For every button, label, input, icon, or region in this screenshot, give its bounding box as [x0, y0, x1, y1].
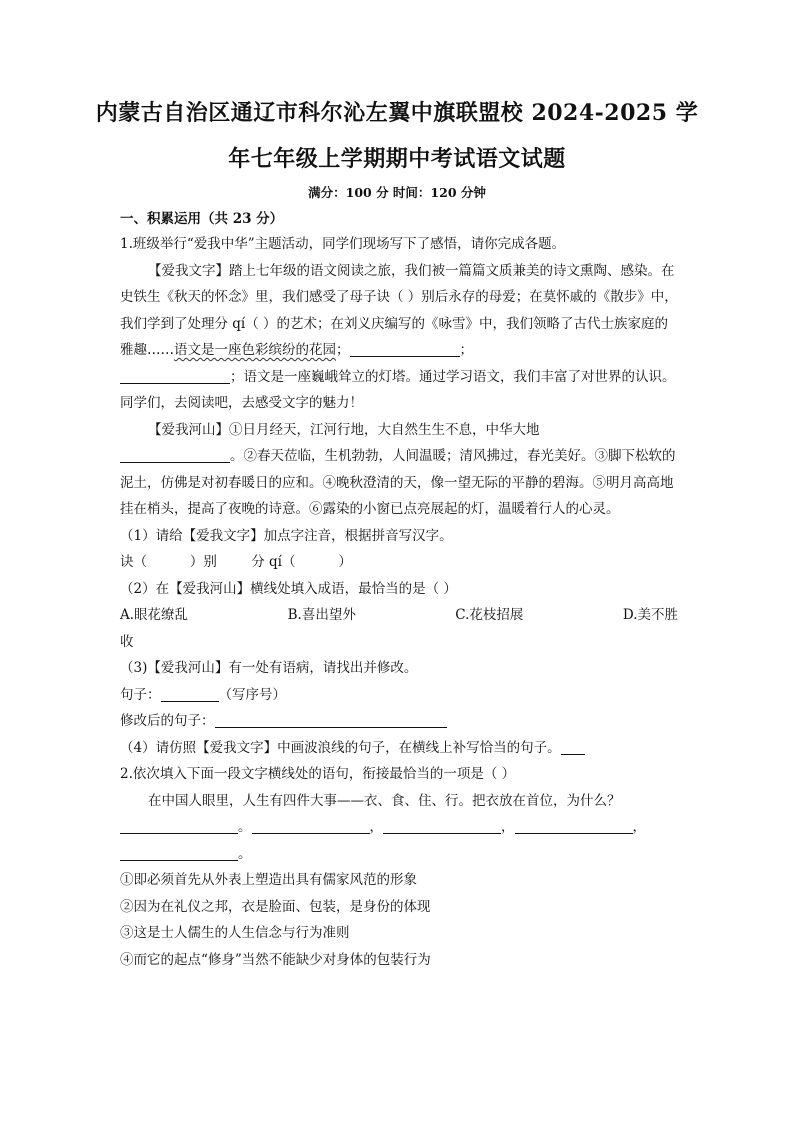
passage-my-words: 【爱我文字】踏上七年级的语文阅读之旅，我们被一篇篇文质兼美的诗文熏陶、感染。在史铁生《秋天的怀念》里，我们感受了母子诀（ ）别后永存的母爱；在莫怀戚的《散步》中，我们学到了处理分 qí（ ）的艺术；在刘义庆编写的《咏雪》中，我们领略了古代士族家庭的雅趣……语文是一座色彩缤纷的花园； ； ；语文是一座巍峨耸立的灯塔。通过学习语文，我们丰富了对世界的认识。同学们，去阅读吧，去感受文字的魅力！	[120, 262, 678, 411]
wavy-underlined-sentence: 语文是一座色彩缤纷的花园	[174, 342, 336, 358]
answer-blank[interactable]	[120, 817, 238, 834]
answer-blank[interactable]	[515, 817, 633, 834]
option-d-wrap: 收	[120, 633, 134, 650]
passage-text: 【爱我河山】①日月经天，江河行地，大自然生生不息，中华大地	[148, 421, 540, 438]
subquestion-4: （4）请仿照【爱我文字】中画波浪线的句子，在横线上补写恰当的句子。	[120, 735, 678, 762]
subquestion-1-answer-line: 诀（ ）别 分 qí（ ）	[120, 554, 352, 570]
answer-blank[interactable]	[120, 367, 230, 384]
revised-sentence-blank[interactable]	[215, 711, 447, 728]
option-d[interactable]: D.美不胜	[622, 607, 679, 623]
option-a[interactable]: A.眼花缭乱	[120, 607, 189, 623]
option-b[interactable]: B.喜出望外	[287, 607, 356, 623]
section-heading: 一、积累运用（共 23 分）	[120, 211, 284, 227]
question-2-text: 在中国人眼里，人生有四件大事——衣、食、住、行。把衣放在首位，为什么？	[148, 792, 621, 809]
answer-blank[interactable]	[350, 340, 460, 357]
subquestion-1: （1）请给【爱我文字】加点字注音，根据拼音写汉字。	[120, 527, 453, 544]
list-item: ①即必须首先从外表上塑造出具有儒家风范的形象	[120, 872, 417, 888]
list-item: ②因为在礼仪之邦，衣是脸面、包装，是身份的体现	[120, 898, 431, 915]
subquestion-2: （2）在【爱我河山】横线处填入成语，最恰当的是（ ）	[120, 580, 457, 597]
answer-blank[interactable]	[252, 817, 370, 834]
question-1-intro: 1.班级举行“爱我中华”主题活动，同学们现场写下了感悟，请你完成各题。	[120, 236, 566, 252]
revised-sentence-line: 修改后的句子：	[120, 708, 678, 735]
list-item: ③这是士人儒生的人生信念与行为准则	[120, 925, 350, 941]
passage-my-land	[120, 417, 678, 523]
sentence-answer-line: 句子： （写序号）	[120, 686, 286, 703]
exam-info: 满分：100 分 时间：120 分钟	[308, 185, 486, 200]
option-c[interactable]: C.花枝招展	[455, 607, 524, 623]
question-body	[120, 231, 678, 973]
answer-blank[interactable]	[383, 817, 501, 834]
answer-blank[interactable]	[120, 844, 238, 861]
answer-blank[interactable]	[120, 446, 230, 463]
subquestion-2-options	[120, 602, 678, 629]
list-item: ④而它的起点“修身”当然不能缺少对身体的包装行为	[120, 951, 431, 968]
passage-text: ；语文是一座巍峨耸立的灯塔。通过学习语文，我们丰富了对世界的认识。同学们，去阅读吧，去感受文字的魅力！	[120, 368, 676, 411]
subquestion-3: （3)【爱我河山】有一处有语病，请找出并修改。	[120, 660, 418, 676]
passage-text: 。②春天莅临，生机勃勃，人间温暖；清风拂过，春光美好。③脚下松软的泥土，仿佛是对初春暖日的应和。④晚秋澄清的天，像一望无际的平静的碧海。⑤明月高高地挂在梢头，提高了夜晚的诗意。⑥露染的小窗已点亮展起的灯，温暖着行人的心灵。	[120, 448, 676, 517]
sentence-number-blank[interactable]	[161, 685, 219, 702]
question-2-blanks: 。 ， ， ， 。	[120, 814, 678, 867]
answer-blank[interactable]	[561, 738, 585, 755]
title-line-1: 内蒙古自治区通辽市科尔沁左翼中旗联盟校 2024-2025 学	[95, 100, 699, 126]
passage-text: 【爱我文字】踏上七年级的语文阅读之旅，我们被一篇篇文质兼美的诗文熏陶、感染。在史铁生《秋天的怀念》里，我们感受了母子诀（ ）别后永存的母爱；在莫怀戚的《散步》中，我们学到了处理分 qí（ ）的艺术；在刘义庆编写的《咏雪》中，我们领略了古代士族家庭的雅趣……	[120, 262, 678, 358]
title-line-2: 年七年级上学期期中考试语文试题	[228, 146, 566, 172]
question-2-items	[120, 867, 678, 973]
question-2-intro: 2.依次填入下面一段文字横线处的语句，衔接最恰当的一项是（ ）	[120, 766, 516, 782]
